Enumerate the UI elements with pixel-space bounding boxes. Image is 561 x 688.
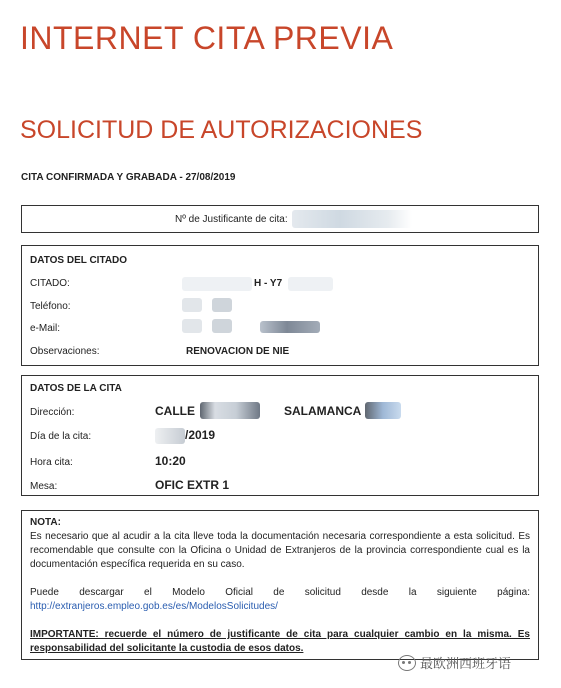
direccion-redacted-1 [200,402,260,419]
watermark-text: 最欧洲西班牙语 [420,656,512,671]
email-label: e-Mail: [30,323,61,334]
telefono-redacted-2 [212,298,232,312]
direccion-redacted-2 [365,402,401,419]
section-title: DATOS DE LA CITA [30,383,122,394]
important-notice: IMPORTANTE: recuerde el número de justificante de cita para cualquier cambio en la misma. Es responsabilidad del solicitante la custodia de esos datos. [30,629,530,654]
email-redacted-3 [260,321,320,333]
email-redacted-2 [212,319,232,333]
confirmation-text: CITA CONFIRMADA Y GRABADA - 27/08/2019 [21,172,236,183]
direccion-label: Dirección: [30,407,75,418]
dia-value: /2019 [185,428,216,442]
nota-paragraph-2: Puede descargar el Modelo Oficial de solicitud desde la siguiente página: [30,587,530,598]
wechat-icon [398,655,416,671]
citado-id-redacted [288,277,333,291]
dia-redacted [155,428,185,444]
justificante-label: Nº de Justificante de cita: [175,214,288,225]
justificante-value-redacted [292,210,412,228]
mesa-value: OFIC EXTR 1 [155,478,230,492]
email-redacted-1 [182,319,202,333]
nota-title: NOTA: [30,517,61,528]
direccion-city: SALAMANCA [284,404,362,418]
telefono-label: Teléfono: [30,301,71,312]
observaciones-value: RENOVACION DE NIE [186,346,290,357]
nota-section [21,510,539,660]
justificante-box [21,205,539,233]
observaciones-label: Observaciones: [30,346,100,357]
page-subtitle: SOLICITUD DE AUTORIZACIONES [20,116,423,144]
watermark [398,653,511,672]
dia-label: Día de la cita: [30,431,92,442]
citado-name-redacted [182,277,252,291]
nota-paragraph-1: Es necesario que al acudir a la cita lleve toda la documentación necesaria correspondiente a esta solicitud. Es recomendable que consulte con la Oficina o Unidad de Extranjeros de la provincia correspondiente cual es la documentación específica requerida en su caso. [30,531,530,570]
hora-label: Hora cita: [30,457,73,468]
mesa-label: Mesa: [30,481,58,492]
datos-cita-section [21,375,539,496]
page-title: INTERNET CITA PREVIA [20,20,394,56]
telefono-redacted-1 [182,298,202,312]
section-title: DATOS DEL CITADO [30,255,128,266]
modelos-solicitudes-link[interactable]: http://extranjeros.empleo.gob.es/es/ModelosSolicitudes/ [30,601,278,612]
citado-value: H - Y7 [254,278,283,289]
datos-citado-section [21,245,539,366]
hora-value: 10:20 [155,454,186,468]
direccion-street: CALLE [155,404,195,418]
citado-label: CITADO: [30,278,70,289]
